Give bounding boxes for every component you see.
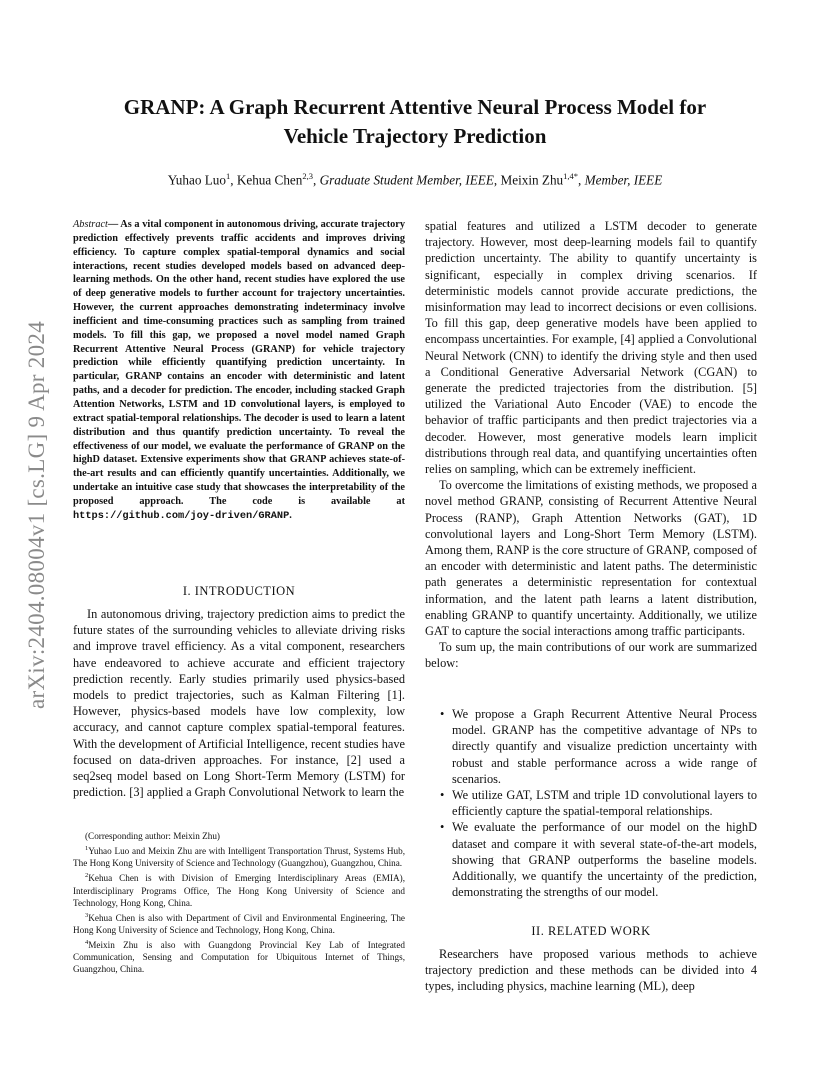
right-paragraph-3: To sum up, the main contributions of our work are summarized below:	[425, 640, 757, 671]
list-item: • We utilize GAT, LSTM and triple 1D convolutional layers to efficiently capture the spatial-temporal relationships.	[440, 788, 757, 819]
section-heading-introduction: I. INTRODUCTION	[182, 584, 296, 598]
bullet-icon: •	[440, 788, 445, 803]
author-1: Yuhao Luo	[167, 172, 226, 188]
list-item: • We propose a Graph Recurrent Attentive Neural Process model. GRANP has the competitive advantage of NPs to directly quantify and visualize prediction uncertainty with robust and stable performance across a wide range of scenarios.	[440, 707, 757, 786]
abstract-text: — As a vital component in autonomous driving, accurate trajectory prediction effectively prevents traffic accidents and improves driving efficiency. To capture complex spatial-temporal dynamics and social interactions, recent studies developed models based on advanced deep-learning methods. On the other hand, recent studies have explored the use of deep generative models to further account for trajectory uncertainties. However, the current approaches demonstrating indeterminacy involve inefficient and time-consuming practices such as sampling from trained models. To fill this gap, we proposed a novel model named Graph Recurrent Attentive Neural Process (GRANP) for vehicle trajectory prediction while efficiently quantifying prediction uncertainty. In particular, GRANP contains an encoder with deterministic and latent paths, and a decoder for prediction. The encoder, including stacked Graph Attention Networks, LSTM and 1D convolutional layers, is employed to extract spatial-temporal relationships. The decoder is used to learn a latent distribution and thus quantify prediction uncertainty. To reveal the effectiveness of our model, we evaluate the performance of GRANP on the highD dataset. Extensive experiments show that GRANP achieves state-of-the-art results and can efficiently quantify uncertainties. Additionally, we undertake an intuitive case study that showcases the interpretability of the proposed approach. The code is available at	[73, 219, 405, 507]
title-line-2: Vehicle Trajectory Prediction	[283, 124, 547, 148]
footnotes	[73, 830, 405, 976]
section-heading-related-work: II. RELATED WORK	[531, 924, 651, 938]
right-paragraph-1: spatial features and utilized a LSTM decoder to generate trajectory. However, most deep-learning models fail to quantify prediction uncertainty. The ability to quantify uncertainty is significant, especially in complex driving scenarios. If deterministic models cannot provide accurate predictions, the misinformation may lead to incorrect decisions or even collisions. To fill this gap, deep generative models have been applied to encompass uncertainties. For example, [4] applied a Convolutional Neural Network (CNN) to identify the driving style and then used a Conditional Generative Adversarial Network (CGAN) to generate the predicted trajectories from the distribution. [5] utilized the Variational Auto Encoder (VAE) to encode the behavior of traffic participants and then predict trajectories via a decoder. However, most generative models learn implicit distributions through real data, and quantifying uncertainties often relies on sampling, which can be extremely inefficient.	[425, 219, 757, 477]
author-line: Yuhao Luo$^1$, Kehua Chen$^{2,3}$, Graduate Student Member, IEEE, Meixin Zhu$^{1,4*}$, Member, IEEE	[167, 171, 663, 188]
contribution-list	[425, 706, 757, 900]
related-work-text	[425, 946, 757, 995]
abstract-label: Abstract	[73, 219, 108, 230]
intro-paragraph: In autonomous driving, trajectory prediction aims to predict the future states of the surrounding vehicles to alleviate driving risks and improve travel efficiency. As a vital component, researchers have endeavored to achieve accurate and efficient trajectory prediction recently. Early studies primarily used physics-based models to predict trajectories, such as Kalman Filtering [1]. However, physics-based models have low complexity, low accuracy, and cannot capture complex spatial-temporal features. With the development of Artificial Intelligence, recent studies have focused on data-driven approaches. For instance, [2] used a seq2seq model based on Long Short-Term Memory (LSTM) for prediction. [3] applied a Graph Convolutional Network to learn the	[73, 607, 405, 800]
abstract: Abstract— As a vital component in autonomous driving, accurate trajectory prediction effectively prevents traffic accidents and improves driving efficiency. To capture complex spatial-temporal dynamics and social interactions, recent studies developed models based on advanced deep-learning methods. On the other hand, recent studies have explored the use of deep generative models to further account for trajectory uncertainties. However, the current approaches demonstrating indeterminacy involve inefficient and time-consuming practices such as sampling from trained models. To fill this gap, we proposed a novel model named Graph Recurrent Attentive Neural Process (GRANP) for vehicle trajectory prediction while efficiently quantifying prediction uncertainty. In particular, GRANP contains an encoder with deterministic and latent paths, and a decoder for prediction. The encoder, including stacked Graph Attention Networks, LSTM and 1D convolutional layers, is employed to extract spatial-temporal relationships. The decoder is used to learn a latent distribution and thus quantify prediction uncertainty. To reveal the effectiveness of our model, we evaluate the performance of GRANP on the highD dataset. Extensive experiments show that GRANP achieves state-of-the-art results and can efficiently quantify uncertainties. Additionally, we undertake an intuitive case study that showcases the interpretability of the proposed approach. The code is available at https://github.com/joy-driven/GRANP.	[73, 219, 405, 522]
code-link[interactable]: https://github.com/joy-driven/GRANP	[73, 509, 290, 522]
author-3: Meixin Zhu	[500, 172, 564, 188]
related-paragraph-1: Researchers have proposed various methods to achieve trajectory prediction and these methods can be divided into 4 types, including physics, machine learning (ML), deep	[425, 947, 757, 994]
footnote-corresponding: (Corresponding author: Meixin Zhu)	[85, 831, 220, 841]
author-3-role: Member, IEEE	[584, 172, 663, 188]
author-2-role: Graduate Student Member, IEEE	[319, 172, 494, 188]
right-paragraph-2: To overcome the limitations of existing methods, we proposed a novel method GRANP, consisting of Recurrent Attentive Neural Process (RANP), Graph Attention Networks (GAT), 1D convolutional layers and Long-Short Term Memory (LSTM). Among them, RANP is the core structure of GRANP, composed of an encoder with deterministic and latent paths. The deterministic path generates a deterministic representation for contextual information, and the latent path learns a latent distribution, enabling GRANP to quantify uncertainty. Additionally, we utilize GAT to capture the social interactions among traffic participants.	[425, 478, 757, 639]
right-column-text	[425, 218, 757, 672]
title-line-1: GRANP: A Graph Recurrent Attentive Neural Process Model for	[123, 95, 707, 119]
footnote-1: $^1$Yuhao Luo and Meixin Zhu are with Intelligent Transportation Thrust, Systems Hub, The Hong Kong University of Science and Technology (Guangzhou), Guangzhou, China.	[73, 845, 405, 869]
author-2: Kehua Chen	[236, 172, 303, 188]
footnote-2: $^2$Kehua Chen is with Division of Emerging Interdisciplinary Areas (EMIA), Interdisciplinary Programs Office, The Hong Kong University of Science and Technology, Hong Kong, China.	[73, 872, 405, 908]
footnote-4: $^4$Meixin Zhu is also with Guangdong Provincial Key Lab of Integrated Communication, Sensing and Computation for Ubiquitous Internet of Things, Guangzhou, China.	[73, 938, 405, 975]
footnote-3: $^3$Kehua Chen is also with Department of Civil and Environmental Engineering, The Hong Kong University of Science and Technology, Hong Kong, China.	[73, 911, 405, 935]
arxiv-side-label: arXiv:2404.08004v1 [cs.LG] 9 Apr 2024	[24, 321, 49, 709]
paper-title	[80, 93, 750, 151]
intro-left-column	[73, 606, 405, 800]
bullet-icon: •	[440, 820, 445, 835]
list-item: • We evaluate the performance of our model on the highD dataset and compare it with several state-of-the-art models, showing that GRANP outperforms the baseline models. Additionally, we quantify the uncertainty of the prediction, demonstrating the strengths of our model.	[440, 820, 757, 900]
bullet-icon: •	[440, 707, 445, 721]
